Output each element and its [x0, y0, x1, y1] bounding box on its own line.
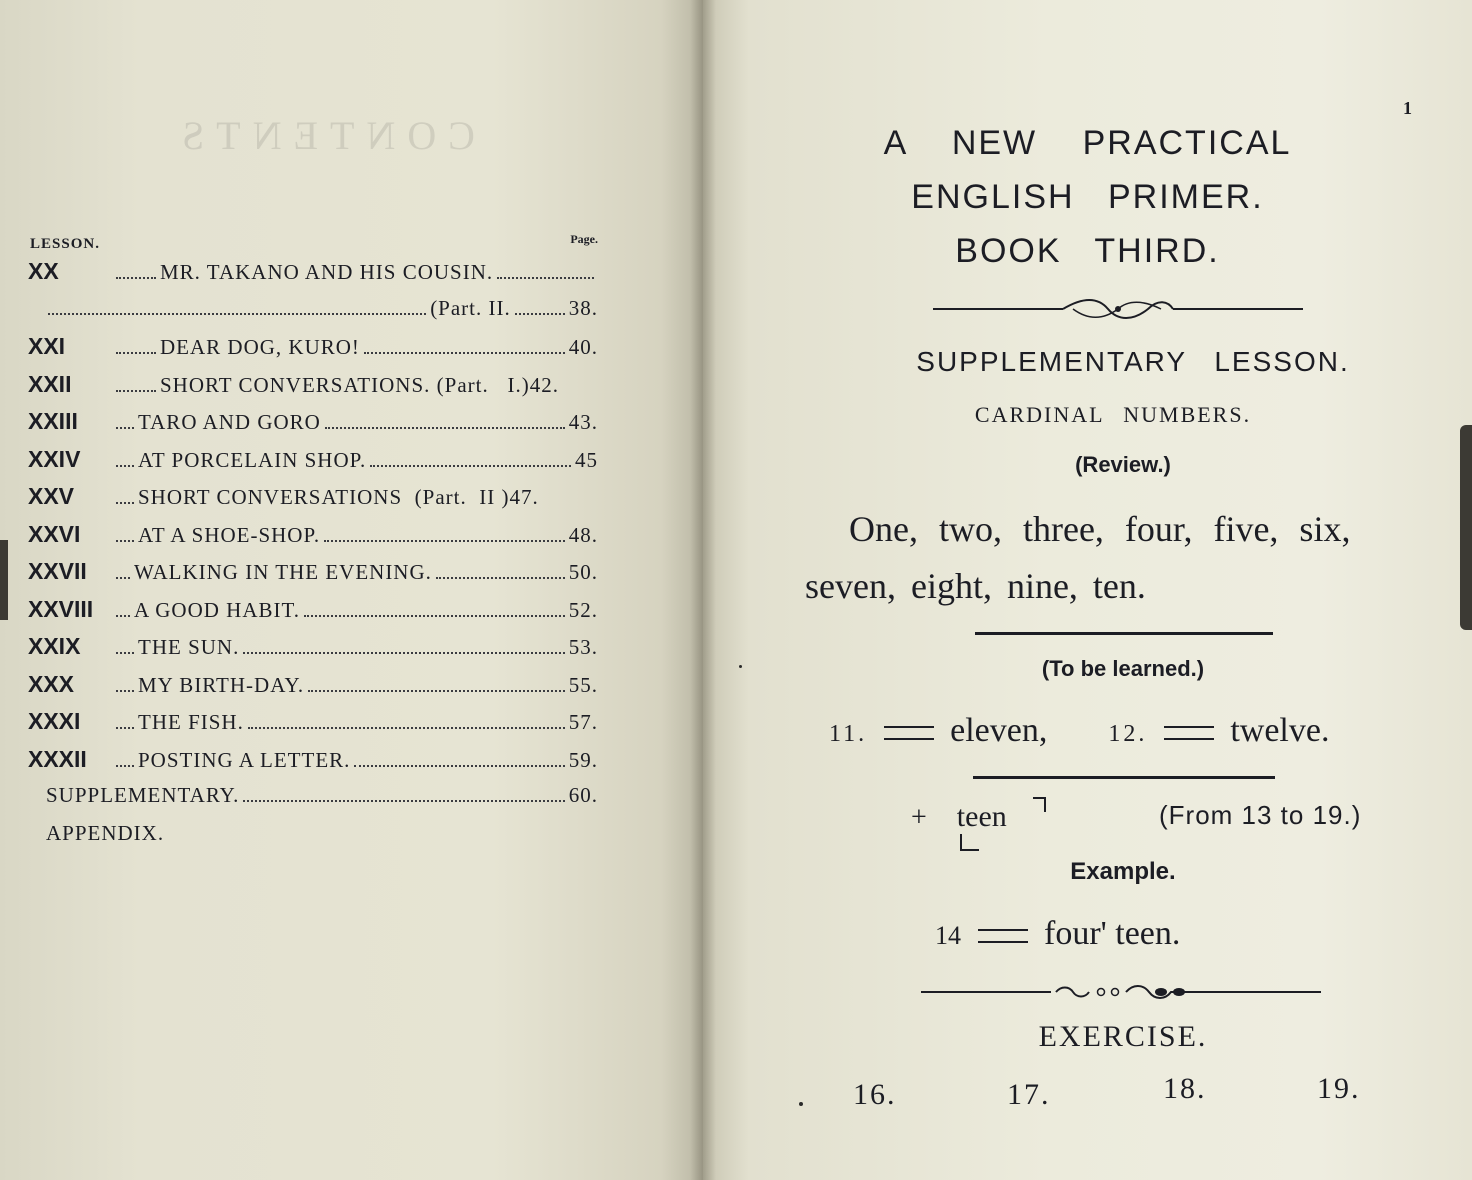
number-fourteen: 14 — [935, 921, 961, 950]
exercise-number: 17. — [1007, 1078, 1051, 1111]
lesson-page: 55. — [568, 672, 598, 697]
lesson-title: DEAR DOG, KURO! — [160, 335, 360, 359]
word-twelve: twelve. — [1230, 712, 1330, 749]
book-title-line-3: BOOK THIRD. — [955, 232, 1220, 270]
equals-sign — [884, 726, 934, 740]
lesson-title: POSTING A LETTER. — [138, 747, 351, 772]
lesson-number: XXIII — [28, 408, 78, 434]
word-fourteen: four' teen. — [1044, 915, 1181, 952]
lesson-number: XXIX — [28, 633, 81, 659]
page-number: 1 — [1403, 98, 1412, 118]
contents-entry — [28, 746, 598, 784]
lesson-subheading: CARDINAL NUMBERS. — [974, 402, 1252, 427]
contents-entry — [28, 296, 598, 334]
ink-speck — [739, 665, 742, 668]
word-eleven: eleven, — [950, 712, 1048, 749]
contents-list — [28, 232, 598, 858]
bleed-through-text: CONTENTS — [170, 113, 475, 158]
lesson-number: XXVII — [28, 558, 87, 584]
lesson-page: 43. — [568, 410, 598, 434]
title-ornament — [933, 292, 1303, 326]
lesson-title: APPENDIX. — [46, 820, 165, 845]
lesson-page: 42. — [529, 372, 559, 397]
contents-header — [28, 232, 598, 258]
lesson-number: XXIV — [28, 445, 81, 472]
contents-entry — [28, 671, 598, 709]
contents-entry — [28, 371, 598, 409]
lesson-column-label: LESSON. — [30, 236, 100, 252]
exercise-number: 16. — [853, 1078, 897, 1111]
lesson-page: 45 — [575, 447, 598, 472]
contents-entry — [28, 783, 598, 821]
lesson-number: XXXI — [28, 708, 81, 734]
lesson-page: 53. — [568, 635, 598, 659]
plus-sign: + — [911, 802, 927, 833]
lesson-heading: SUPPLEMENTARY LESSON. — [916, 346, 1350, 377]
bracket-marks — [955, 794, 1051, 856]
contents-entry — [28, 633, 598, 671]
lesson-number: XXV — [28, 483, 75, 509]
teen-suffix: teen — [956, 800, 1007, 833]
lesson-title: MY BIRTH-DAY. — [138, 672, 305, 697]
equals-sign — [1164, 726, 1214, 740]
lesson-number: XXXII — [28, 745, 87, 772]
lesson-page: 48. — [568, 522, 598, 547]
contents-entry — [28, 521, 598, 559]
lesson-title: SHORT CONVERSATIONS. (Part. I.) — [160, 372, 530, 397]
contents-entry — [28, 821, 598, 859]
number-twelve: 12. — [1108, 721, 1148, 747]
lesson-title: MR. TAKANO AND HIS COUSIN. — [160, 260, 494, 284]
contents-entry — [28, 446, 598, 484]
equals-sign — [978, 929, 1028, 943]
lesson-title: TARO AND GORO — [138, 410, 321, 434]
lesson-page — [703, 0, 1472, 1180]
lesson-title: AT A SHOE-SHOP. — [138, 522, 321, 547]
lesson-page: 47. — [509, 485, 539, 509]
lesson-page: 52. — [568, 597, 598, 622]
contents-entry — [28, 708, 598, 746]
lesson-page: 59. — [568, 747, 598, 772]
lesson-page: 60. — [568, 783, 598, 807]
lesson-number: XXVI — [28, 520, 81, 547]
example-label: Example. — [1070, 858, 1176, 885]
lesson-page: 40. — [568, 335, 598, 359]
lesson-title: A GOOD HABIT. — [134, 597, 301, 622]
book-title-line-1: A NEW PRACTICAL — [883, 124, 1292, 162]
exercise-heading: EXERCISE. — [1038, 1020, 1208, 1053]
page-edge-tab — [0, 540, 8, 620]
contents-entry — [28, 258, 598, 296]
number-eleven: 11. — [829, 721, 868, 747]
page-edge-tab — [1460, 425, 1472, 630]
teen-range: (From 13 to 19.) — [1159, 800, 1362, 830]
lesson-title: (Part. II. — [430, 295, 511, 320]
lesson-title: AT PORCELAIN SHOP. — [138, 447, 367, 472]
lesson-title: WALKING IN THE EVENING. — [134, 560, 432, 584]
lesson-title: THE SUN. — [138, 635, 240, 659]
page-column-label: Page. — [570, 232, 598, 246]
contents-entry — [28, 408, 598, 446]
lesson-title: SUPPLEMENTARY. — [46, 783, 240, 807]
lesson-title: THE FISH. — [138, 710, 244, 734]
divider — [975, 632, 1273, 635]
eleven-twelve-row — [829, 712, 1329, 750]
ink-speck — [799, 1102, 803, 1106]
lesson-page: 50. — [568, 560, 598, 584]
contents-entry — [28, 483, 598, 521]
contents-page — [0, 0, 703, 1180]
divider — [973, 776, 1275, 779]
to-be-learned-label: (To be learned.) — [1041, 656, 1205, 681]
lesson-title: SHORT CONVERSATIONS (Part. II ) — [138, 485, 510, 509]
review-label: (Review.) — [1075, 452, 1171, 477]
lesson-number: XXX — [28, 670, 75, 697]
lesson-page: 57. — [568, 710, 598, 734]
lesson-number: XX — [28, 258, 59, 284]
contents-entry — [28, 333, 598, 371]
contents-entry — [28, 596, 598, 634]
review-numbers-line-1: One, two, three, four, five, six, — [849, 509, 1351, 549]
exercise-number: 18. — [1163, 1072, 1207, 1105]
lesson-number: XXI — [28, 333, 66, 359]
exercise-number: 19. — [1317, 1072, 1361, 1105]
section-ornament — [921, 980, 1321, 1004]
fourteen-row — [935, 915, 1180, 953]
book-title-line-2: ENGLISH PRIMER. — [911, 178, 1264, 216]
book-gutter — [690, 0, 716, 1180]
review-numbers-line-2: seven, eight, nine, ten. — [805, 566, 1146, 606]
lesson-page: 38. — [568, 295, 598, 320]
lesson-number: XXII — [28, 370, 72, 397]
lesson-number: XXVIII — [28, 595, 94, 622]
contents-entry — [28, 558, 598, 596]
